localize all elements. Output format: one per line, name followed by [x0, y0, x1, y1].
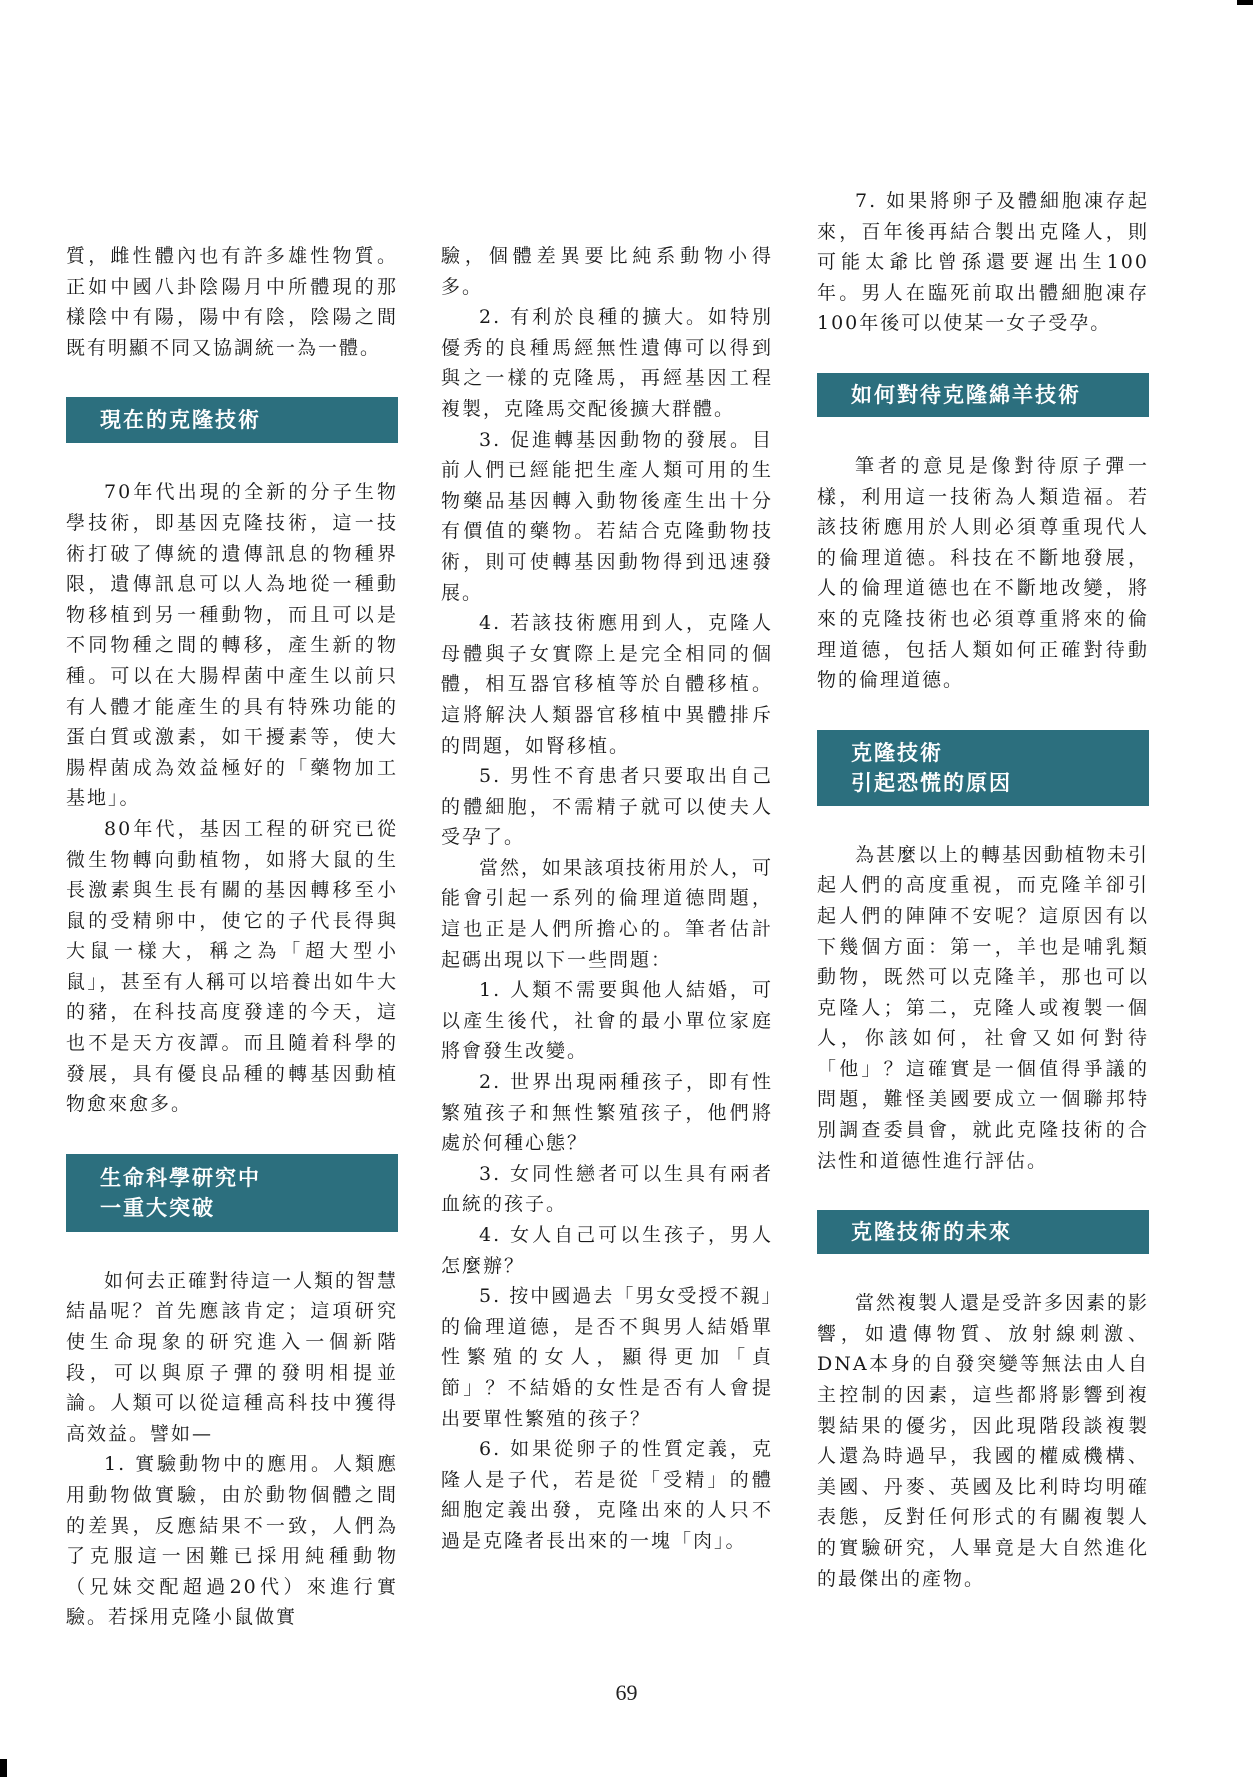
paragraph: 7. 如果將卵子及體細胞凍存起來，百年後再結合製出克隆人，則可能太爺比曾孫還要遲出生100年。男人在臨死前取出體細胞凍存100年後可以使某一女子受孕。 [817, 190, 1149, 335]
paragraph: 4. 女人自己可以生孩子，男人怎麼辦？ [441, 1224, 773, 1277]
paragraph: 5. 男性不育患者只要取出自己的體細胞，不需精子就可以使夫人受孕了。 [441, 765, 773, 849]
column-1 [66, 241, 398, 1633]
section-heading-text: 克隆技術的未來 [851, 1220, 1012, 1245]
column-3 [817, 186, 1149, 1594]
paragraph: 當然，如果該項技術用於人，可能會引起一系列的倫理道德問題，這也正是人們所擔心的。筆者估計起碼出現以下一些問題： [441, 856, 774, 971]
paragraph: 3. 促進轉基因動物的發展。目前人們已經能把生產人類可用的生物藥品基因轉入動物後產生出十分有價值的藥物。若結合克隆動物技術，則可使轉基因動物得到迅速發展。 [441, 428, 773, 604]
paragraph: 為甚麼以上的轉基因動植物未引起人們的高度重視，而克隆羊卻引起人們的陣陣不安呢？這原因有以下幾個方面：第一，羊也是哺乳類動物，既然可以克隆羊，那也可以克隆人；第二，克隆人或複製一個人，你該如何，社會又如何對待「他」？這確實是一個值得爭議的問題，難怪美國要成立一個聯邦特別調查委員會，就此克隆技術的合法性和道德性進行評估。 [817, 843, 1150, 1172]
paragraph: 如何去正確對待這一人類的智慧結晶呢？首先應該肯定；這項研究使生命現象的研究進入一個新階段，可以與原子彈的發明相提並論。人類可以從這種高科技中獲得高效益。譬如— [66, 1269, 399, 1445]
paragraph: 4. 若該技術應用到人，克隆人母體與子女實際上是完全相同的個體，相互器官移植等於自體移植。這將解決人類器官移植中異體排斥的問題，如腎移植。 [441, 612, 773, 757]
scan-edge-mark [1237, 0, 1253, 5]
paragraph: 2. 世界出現兩種孩子，即有性繁殖孩子和無性繁殖孩子，他們將處於何種心態？ [441, 1071, 773, 1155]
paragraph: 70年代出現的全新的分子生物學技術，即基因克隆技術，這一技術打破了傳統的遺傳訊息的物種界限，遺傳訊息可以人為地從一種動物移植到另一種動物，而且可以是不同物種之間的轉移，產生新的物種。可以在大腸桿菌中產生以前只有人體才能產生的具有特殊功能的蛋白質或激素，如干擾素等，使大腸桿菌成為效益極好的「藥物加工基地」。 [66, 481, 398, 810]
paragraph: 80年代，基因工程的研究已從微生物轉向動植物，如將大鼠的生長激素與生長有關的基因轉移至小鼠的受精卵中，使它的子代長得與大鼠一樣大，稱之為「超大型小鼠」，甚至有人稱可以培養出如牛大的豬，在科技高度發達的今天，這也不是天方夜譚。而且隨着科學的發展，具有優良品種的轉基因動植物愈來愈多。 [66, 817, 398, 1116]
section-heading-how-to-treat [817, 373, 1149, 417]
section-heading-text: 一重大突破 [100, 1195, 215, 1220]
section-heading-breakthrough [66, 1154, 398, 1232]
page-number: 69 [615, 1680, 638, 1705]
paragraph: 驗，個體差異要比純系動物小得多。 [441, 245, 773, 298]
paragraph: 1. 人類不需要與他人結婚，可以產生後代，社會的最小單位家庭將會發生改變。 [441, 979, 773, 1063]
paragraph: 5. 按中國過去「男女受授不親」的倫理道德，是否不與男人結婚單性繁殖的女人，顯得更加「貞節」？不結婚的女性是否有人會提出要單性繁殖的孩子？ [441, 1285, 773, 1430]
column-2 [441, 241, 773, 1557]
paragraph: 1. 實驗動物中的應用。人類應用動物做實驗，由於動物個體之間的差異，反應結果不一致，人們為了克服這一困難已採用純種動物（兄妹交配超過20代）來進行實驗。若採用克隆小鼠做實 [66, 1453, 398, 1629]
section-heading-text: 引起恐慌的原因 [851, 770, 1012, 795]
section-heading-text: 現在的克隆技術 [100, 408, 261, 433]
section-heading-panic-causes [817, 730, 1149, 806]
section-heading-current-cloning [66, 397, 398, 443]
paragraph: 筆者的意見是像對待原子彈一樣，利用這一技術為人類造福。若該技術應用於人則必須尊重現代人的倫理道德。科技在不斷地發展，人的倫理道德也在不斷地改變，將來的克隆技術也必須尊重將來的倫理道德，包括人類如何正確對待動物的倫理道德。 [817, 454, 1149, 692]
paragraph: 3. 女同性戀者可以生具有兩者血統的孩子。 [441, 1162, 773, 1216]
paragraph: 6. 如果從卵子的性質定義，克隆人是子代，若是從「受精」的體細胞定義出發，克隆出來的人只不過是克隆者長出來的一塊「肉」。 [441, 1438, 773, 1552]
section-heading-future [817, 1210, 1149, 1254]
section-heading-text: 生命科學研究中 [100, 1165, 261, 1190]
scan-edge-mark [0, 1759, 7, 1777]
section-heading-text: 克隆技術 [851, 740, 943, 765]
paragraph: 當然複製人還是受許多因素的影響，如遺傳物質、放射線刺激、DNA本身的自發突變等無法由人自主控制的因素，這些都將影響到複製結果的優劣，因此現階段談複製人還為時過早，我國的權威機構、美國、丹麥、英國及比利時均明確表態，反對任何形式的有關複製人的實驗研究，人畢竟是大自然進化的最傑出的產物。 [817, 1292, 1150, 1590]
section-heading-text: 如何對待克隆綿羊技術 [851, 382, 1081, 407]
paragraph: 2. 有利於良種的擴大。如特別優秀的良種馬經無性遺傳可以得到與之一樣的克隆馬，再經基因工程複製，克隆馬交配後擴大群體。 [441, 306, 773, 420]
paragraph: 質，雌性體內也有許多雄性物質。正如中國八卦陰陽月中所體現的那樣陰中有陽，陽中有陰，陰陽之間既有明顯不同又協調統一為一體。 [66, 245, 398, 359]
